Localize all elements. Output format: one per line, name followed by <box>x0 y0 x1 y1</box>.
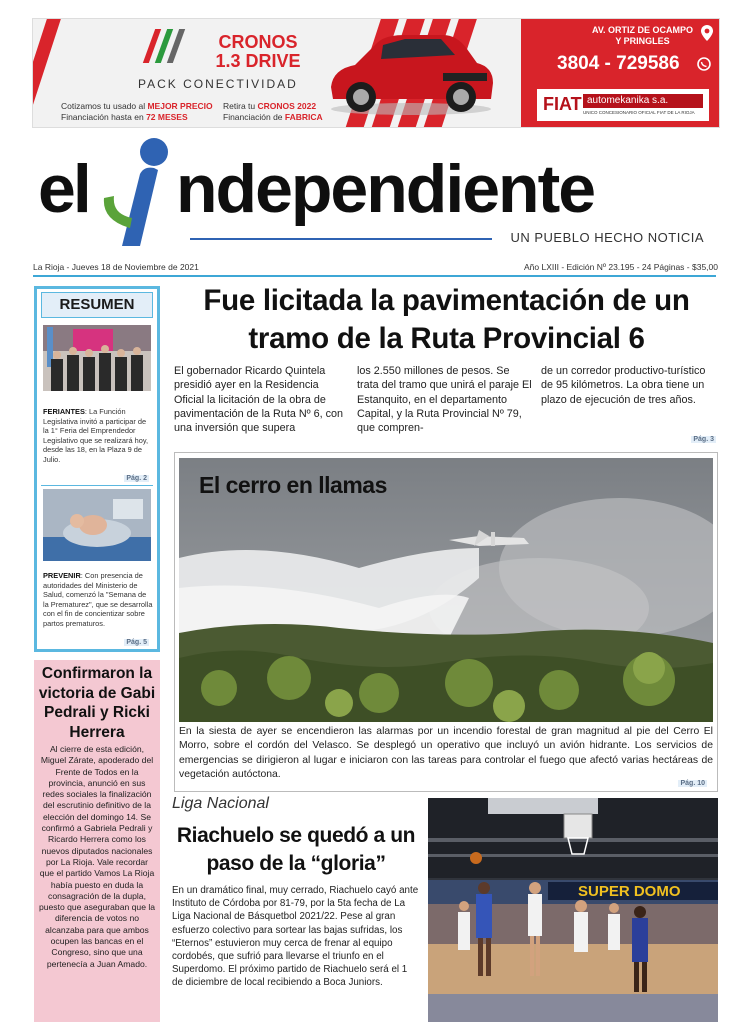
masthead-independiente: ndependiente <box>176 151 595 227</box>
ad-model-line2: 1.3 DRIVE <box>215 51 301 71</box>
lead-column-3: de un corredor productivo-turístico de 95 kilómetros. La obra tiene un plazo de ejecución de tres años. <box>541 365 706 406</box>
resumen-item-text: : La Función Legislativa invitó a participar de la 1° Feria del Emprendedor Legislativo que se realizará hoy, desde las 18, en la Plaza 9 de Julio. <box>43 407 149 464</box>
ad-text: Retira tu <box>223 101 258 111</box>
ad-address-line2: Y PRINGLES <box>615 36 670 46</box>
resumen-item-label: FERIANTES <box>43 407 85 416</box>
story-headline[interactable]: Confirmaron la victoria de Gabi Pedrali y Ricki Herrera <box>38 665 156 741</box>
resumen-divider <box>41 485 153 486</box>
ad-highlight: FABRICA <box>284 112 323 122</box>
fiat-logo: FIAT <box>543 94 582 114</box>
ad-highlight: MEJOR PRECIO <box>147 101 213 111</box>
liga-headline[interactable]: Riachuelo se quedó a un paso de la “gloria” <box>176 824 416 875</box>
dateline: La Rioja - Jueves 18 de Noviembre de 2021 <box>33 262 199 272</box>
ad-address <box>592 25 693 47</box>
masthead-i-logo <box>100 134 180 246</box>
main-headline[interactable]: Fue licitada la pavimentación de un tramo de la Ruta Provincial 6 <box>203 284 690 355</box>
resumen-item-prevenir <box>43 571 153 629</box>
masthead-tagline: UN PUEBLO HECHO NOTICIA <box>510 230 704 245</box>
liga-body: En un dramático final, muy cerrado, Riachuelo cayó ante Instituto de Córdoba por 81-79, por la 5ta fecha de La Liga Nacional de Básquetbol 2021/22. Pese al gran esfuerzo colectivo para sortear las bajas sufridas, los “Eternos” estuvieron muy cerca de frenar al equipo cordobés, que sufrió para llevarse el triunfo en el Superdomo. El próximo partido de Riachuelo será el 1 de diciembre de local recibiendo a Boca Juniors. <box>172 885 419 989</box>
basketball-photo-image <box>428 798 718 1022</box>
page-reference[interactable]: Pág. 2 <box>126 475 147 482</box>
ad-stripe <box>32 19 61 128</box>
page-reference[interactable]: Pág. 10 <box>680 780 705 787</box>
fire-photo[interactable] <box>179 458 713 722</box>
pedrali-herrera-story[interactable] <box>34 660 160 1022</box>
lead-column-2: los 2.550 millones de pesos. Se trata del tramo que unirá el paraje El Estanquito, en el departamento Capital, y la Ruta Provincial Nº 79, que compren- <box>357 365 532 435</box>
ad-model <box>203 33 313 71</box>
ad-text: Cotizamos tu usado al <box>61 101 148 111</box>
court-banner: SUPER DOMO <box>578 883 681 900</box>
resumen-item-feriantes <box>43 407 153 465</box>
page-reference[interactable]: Pág. 3 <box>693 436 714 443</box>
resumen-item-label: PREVENIR <box>43 571 81 580</box>
dealer-name: automekanika s.a. <box>583 94 703 108</box>
masthead-underline <box>190 238 492 240</box>
ad-financing-left <box>61 101 213 123</box>
dealer-note: UNICO CONCESIONARIO OFICIAL FIAT DE LA RIOJA <box>583 110 695 115</box>
ad-highlight: 72 MESES <box>146 112 188 122</box>
ad-financing-right <box>223 101 323 123</box>
liga-kicker: Liga Nacional <box>172 795 269 812</box>
basketball-photo[interactable] <box>428 798 718 1022</box>
masthead[interactable] <box>38 134 718 252</box>
ad-text: Financiación hasta en <box>61 112 147 122</box>
resumen-item-text: : Con presencia de autoridades del Ministerio de Salud, comenzó la "Semana de la Prematurez", que se desarrolla con el fin de concientizar sobre partos prematuros. <box>43 571 153 628</box>
ad-phone[interactable]: 3804 - 729586 <box>557 53 680 74</box>
masthead-el: el <box>38 151 89 227</box>
story-body: Al cierre de esta edición, Miguel Zárate, apoderado del Frente de Todos en la provincia, anunció en sus redes sociales la finalización del escrutinio definitivo de la elección del domingo 14. Se confirmó a Gabriela Pedrali y Ricardo Herrera como los nuevos diputados nacionales por La Rioja. Vale recordar que el partido Vamos La Rioja había puesto en duda la consagración de la dupla, puesto que aseguraban que la diferencia de votos no alcanzaba para que ambos ocupen las bancas en el Congreso, sino que una pertenecía a Juan Amado. <box>38 744 156 969</box>
fire-caption: En la siesta de ayer se encendieron las alarmas por un incendio forestal de gran magnitud al pie del Cerro El Morro, sobre el cordón del Velasco. Se desplegó un operativo que incluyó un avión hidrante. Los servicios de emergencias se dirigieron al lugar e iniciaron con las tareas para controlar el fuego que afectó varias hectáreas de vegetación autóctona. <box>179 726 713 781</box>
ad-text: Financiación de <box>223 112 285 122</box>
ad-pack: PACK CONECTIVIDAD <box>138 77 298 91</box>
page-reference[interactable]: Pág. 5 <box>126 639 147 646</box>
location-pin-icon <box>701 25 713 41</box>
advertisement-banner[interactable] <box>32 18 720 128</box>
fire-title: El cerro en llamas <box>199 472 387 498</box>
fire-story <box>174 452 718 792</box>
feriantes-photo[interactable] <box>43 325 151 391</box>
ad-highlight: CRONOS 2022 <box>257 101 317 111</box>
ad-dealer-box <box>521 19 720 128</box>
resumen-title: RESUMEN <box>41 292 153 318</box>
ad-dealer-logo <box>537 89 709 121</box>
edition-info: Año LXIII - Edición Nº 23.195 - 24 Páginas - $35,00 <box>523 262 718 272</box>
lead-column-1: El gobernador Ricardo Quintela presidió ayer en la Residencia Oficial la licitación de la obra de pavimentación de la Ruta Nº 6, con una inversión que supera <box>174 365 343 435</box>
prevenir-photo[interactable] <box>43 489 151 561</box>
car-image <box>325 25 497 117</box>
ad-model-line1: CRONOS <box>218 32 298 52</box>
header-divider <box>33 275 716 277</box>
whatsapp-icon <box>697 57 711 71</box>
ad-address-line1: AV. ORTIZ DE OCAMPO <box>591 25 693 35</box>
resumen-box <box>34 286 160 652</box>
